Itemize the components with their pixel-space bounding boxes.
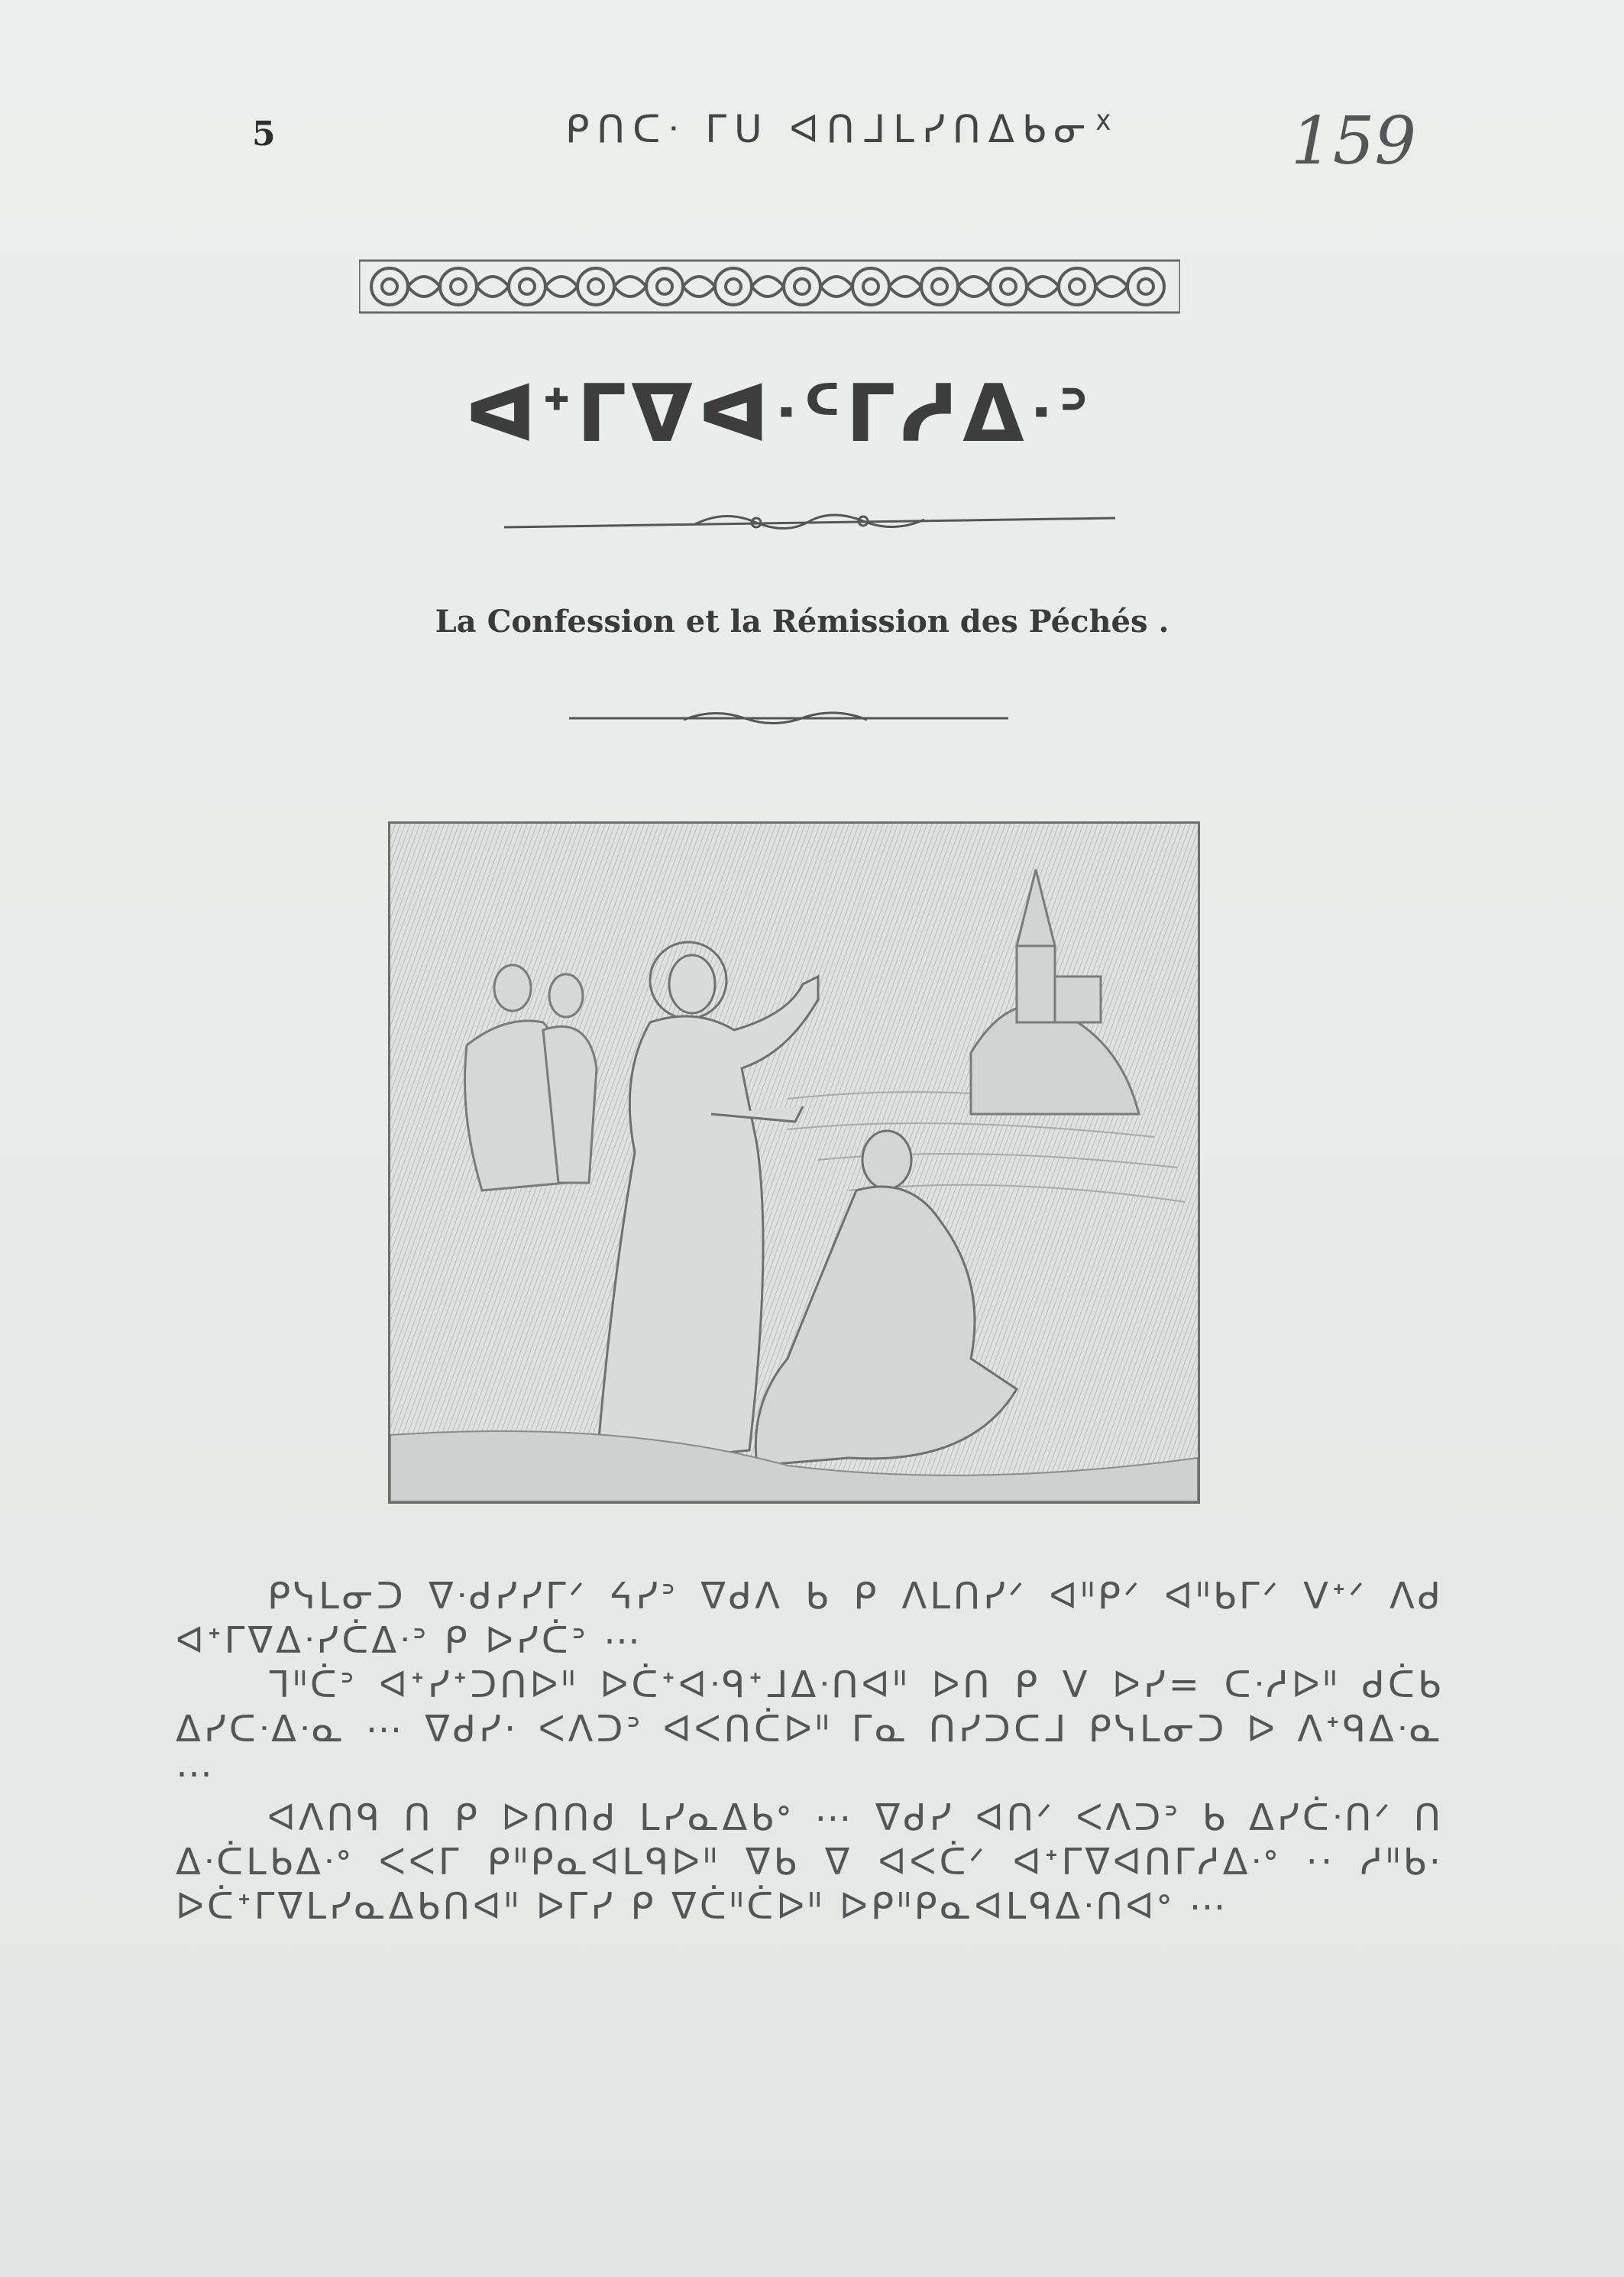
engraving-christ-giving-keys-to-peter-icon [390,824,1198,1501]
flourish-rule-small-icon [569,703,1008,734]
paragraph-1: ᑭᓭᒪᓂᑐ ᐁᐧᑯᓯᓯᒥᐟ ᔦᓯᐣ ᐁᑯᐱ ᑲ ᑭ ᐱᒪᑎᓯᐟ ᐊᐦᑭᐟ ᐊᐦᑲᒥᐟ ᐯᕀᐟ ᐱᑯ ᐊᕀᒥᐁᐃᐧᓯᑖᐃᐧᐣ ᑭ ᐅᓯᑖᐣ ⋯ [176,1575,1444,1662]
paragraph-2: ᒣᐦᑖᐣ ᐊᕀᓯᕀᑐᑎᐅᐦ ᐅᑖᕀᐊᐧᑫᕀᒧᐃᐧᑎᐊᐦ ᐅᑎ ᑭ ᐯ ᐅᓯ= ᑕᐧᓱᐅᐦ ᑯᑖᑲ ᐃᓯᑕᐧᐃᐧᓇ ⋯ ᐁᑯᓯ· ᐸᐱᑐᐣ ᐊᐸᑎᑖᐅᐦ ᒥᓇ ᑎᓯᑐᑕᒧ ᑭᓭᒪᓂᑐ ᐅ ᐱᕀᑫᐃᐧᓇ ⋯ [176,1663,1444,1795]
paragraph-3: ᐊᐱᑎᑫ ᑎ ᑭ ᐅᑎᑎᑯ ᒪᓯᓇᐃᑲᐤ ⋯ ᐁᑯᓯ ᐊᑎᐟ ᐸᐱᑐᐣ ᑲ ᐃᓯᑖᐧᑎᐟ ᑎ ᐃᐧᑖᒪᑲᐃᐧᐤ ᐸᐸᒥ ᑭᐦᑭᓇᐊᒪᑫᐅᐦ ᐁᑲ ᐁ ᐊᐸᑖᐟ ᐊᕀᒥᐁᐊᑎᒥᓱᐃᐧᐤ ·· ᓱᐦᑲ· ᐅᑖᕀᒥᐁᒪᓯᓇᐃᑲᑎᐊᐦ ᐅᒥᓯ ᑭ ᐁᑖᐦᑖᐅᐦ ᐅᑭᐦᑭᓇᐊᒪᑫᐃᐧᑎᐊᐤ ⋯ [176,1796,1444,1928]
ornament-headband-icon [359,256,1180,317]
body-text [176,1574,1444,1929]
running-title: ᑭᑎᑕᐧ ᒥᑌ ᐊᑎᒧᒪᓯᑎᐃᑲᓂᕽ [565,107,1121,151]
engraving-illustration [388,821,1200,1504]
chapter-title: ᐊᕀᒥᐁᐊᐧᑦᒥᓱᐃᐧᐣ [464,367,1095,460]
french-subtitle: La Confession et la Rémission des Péchés . [435,604,1169,640]
flourish-rule-icon [504,504,1115,543]
page-number: 5 [252,115,276,154]
handwritten-folio: 159 [1291,103,1417,180]
